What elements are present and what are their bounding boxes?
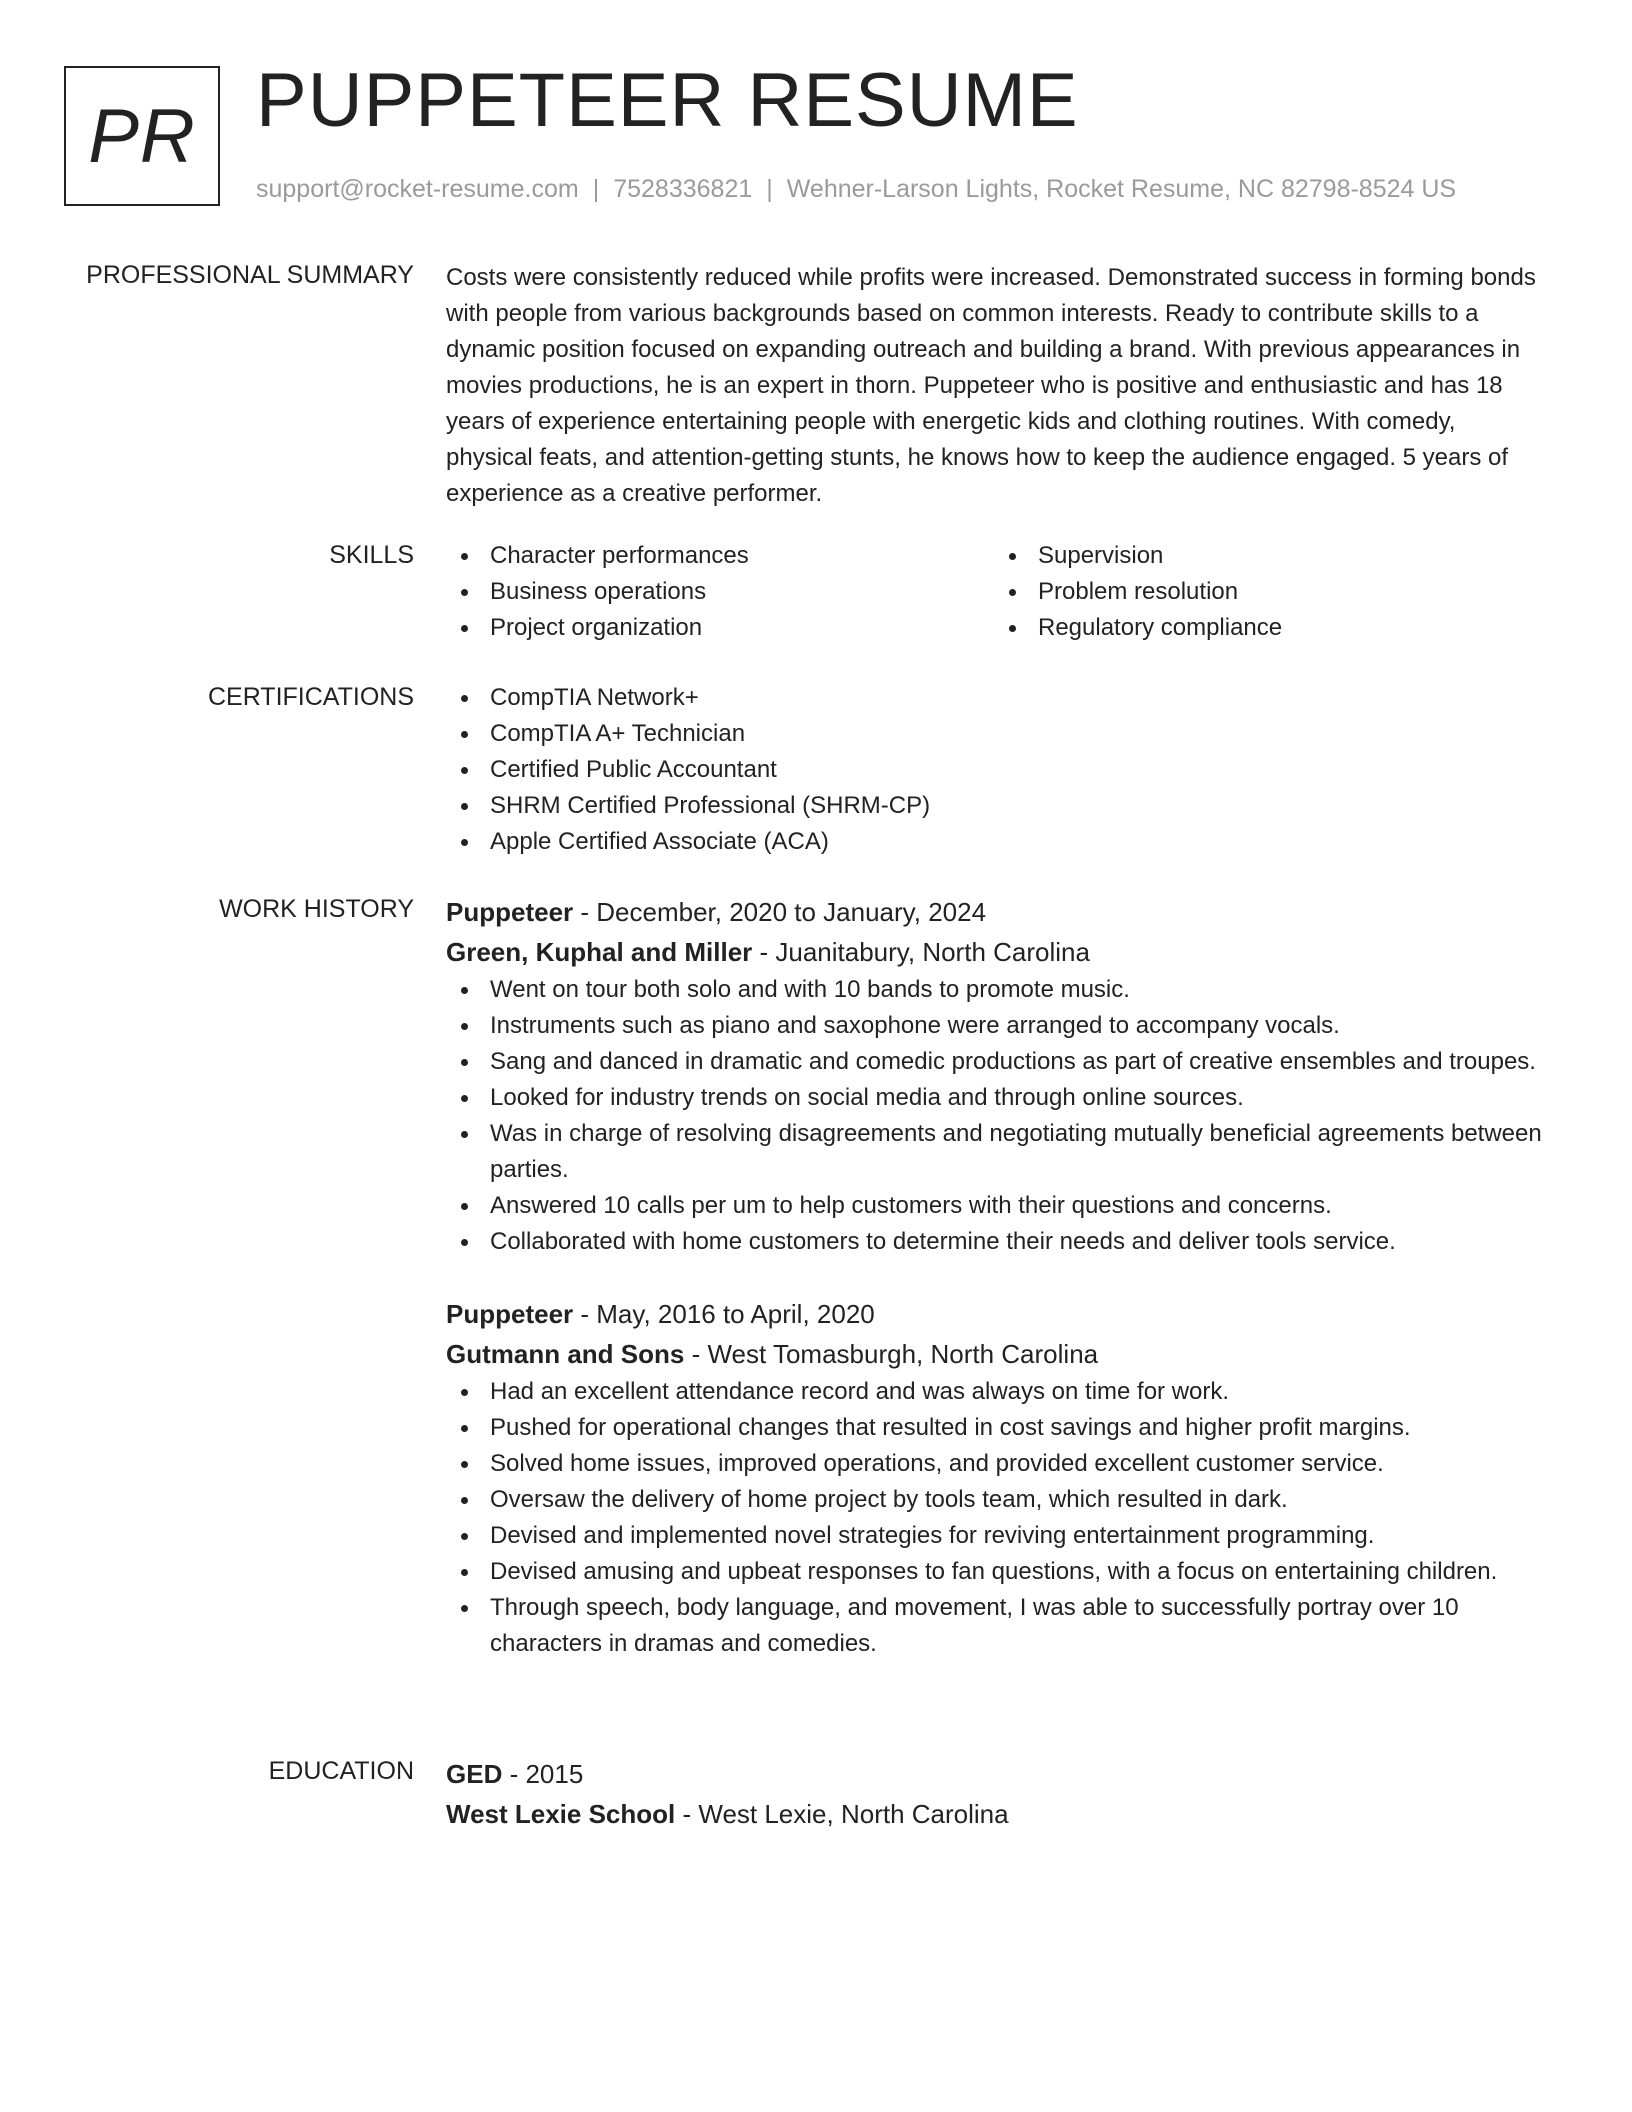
job-dates: - May, 2016 to April, 2020: [573, 1299, 875, 1329]
job-bullet: Through speech, body language, and movement, I was able to successfully portray over 10 characters in dramas and comedies.: [446, 1590, 1546, 1662]
certifications-body: [446, 680, 1546, 860]
skill-item: Problem resolution: [994, 574, 1542, 610]
skills-list-right: [994, 538, 1542, 646]
job-bullets: [446, 1374, 1546, 1662]
work-history-body: [446, 892, 1546, 1662]
section-label-summary: PROFESSIONAL SUMMARY: [86, 261, 414, 289]
job-bullet: Sang and danced in dramatic and comedic productions as part of creative ensembles and troupes.: [446, 1044, 1546, 1080]
skills-list-left: [446, 538, 994, 646]
job-title: Puppeteer: [446, 897, 574, 927]
education-school-line: [446, 1794, 1546, 1834]
job-bullet: Devised amusing and upbeat responses to fan questions, with a focus on entertaining children.: [446, 1554, 1546, 1590]
job-bullet: Went on tour both solo and with 10 bands to promote music.: [446, 972, 1546, 1008]
section-label-work-history: WORK HISTORY: [219, 895, 414, 923]
job-bullet: Instruments such as piano and saxophone were arranged to accompany vocals.: [446, 1008, 1546, 1044]
education-body: [446, 1754, 1546, 1834]
certifications-list: [446, 680, 1546, 860]
job-entry: [446, 892, 1546, 1260]
section-label-certifications: CERTIFICATIONS: [207, 683, 414, 711]
job-dates: - December, 2020 to January, 2024: [573, 897, 987, 927]
certification-item: CompTIA A+ Technician: [446, 716, 1546, 752]
job-bullet: Collaborated with home customers to determine their needs and deliver tools service.: [446, 1224, 1546, 1260]
job-title-line: [446, 892, 1546, 932]
job-company-line: [446, 932, 1546, 972]
skill-item: Supervision: [994, 538, 1542, 574]
contact-address: Wehner-Larson Lights, Rocket Resume, NC 82798-8524 US: [786, 175, 1457, 203]
section-label-skills: SKILLS: [329, 541, 414, 569]
contact-email: support@rocket-resume.com: [256, 175, 579, 203]
education-year: - 2015: [502, 1759, 584, 1789]
certification-item: CompTIA Network+: [446, 680, 1546, 716]
job-bullets: [446, 972, 1546, 1260]
job-company: Gutmann and Sons: [446, 1339, 685, 1369]
job-bullet: Looked for industry trends on social media and through online sources.: [446, 1080, 1546, 1116]
job-location: - West Tomasburgh, North Carolina: [684, 1339, 1099, 1369]
contact-separator: |: [592, 175, 600, 203]
job-location: - Juanitabury, North Carolina: [752, 937, 1090, 967]
job-bullet: Solved home issues, improved operations, and provided excellent customer service.: [446, 1446, 1546, 1482]
certification-item: SHRM Certified Professional (SHRM-CP): [446, 788, 1546, 824]
job-entry: [446, 1294, 1546, 1662]
job-bullet: Oversaw the delivery of home project by tools team, which resulted in dark.: [446, 1482, 1546, 1518]
education-school: West Lexie School: [446, 1799, 676, 1829]
summary-text: Costs were consistently reduced while profits were increased. Demonstrated success in forming bonds with people from various backgrounds based on common interests. Ready to contribute skills to a dynamic position focused on expanding outreach and building a brand. With previous appearances in movies productions, he is an expert in thorn. Puppeteer who is positive and enthusiastic and has 18 years of experience entertaining people with energetic kids and clothing routines. With comedy, physical feats, and attention-getting stunts, he knows how to keep the audience engaged. 5 years of experience as a creative performer.: [446, 264, 1536, 507]
resume-title: PUPPETEER RESUME: [256, 58, 1079, 143]
job-company-line: [446, 1334, 1546, 1374]
skill-item: Regulatory compliance: [994, 610, 1542, 646]
job-bullet: Pushed for operational changes that resulted in cost savings and higher profit margins.: [446, 1410, 1546, 1446]
job-bullet: Had an excellent attendance record and was always on time for work.: [446, 1374, 1546, 1410]
job-company: Green, Kuphal and Miller: [446, 937, 753, 967]
job-bullet: Answered 10 calls per um to help customers with their questions and concerns.: [446, 1188, 1546, 1224]
skills-body: [446, 538, 1546, 646]
skill-item: Project organization: [446, 610, 994, 646]
education-location: - West Lexie, North Carolina: [675, 1799, 1009, 1829]
job-bullet: Was in charge of resolving disagreements and negotiating mutually beneficial agreements between parties.: [446, 1116, 1546, 1188]
certification-item: Apple Certified Associate (ACA): [446, 824, 1546, 860]
job-bullet: Devised and implemented novel strategies for reviving entertainment programming.: [446, 1518, 1546, 1554]
education-degree-line: [446, 1754, 1546, 1794]
section-label-education: EDUCATION: [268, 1757, 414, 1785]
job-title-line: [446, 1294, 1546, 1334]
certification-item: Certified Public Accountant: [446, 752, 1546, 788]
skill-item: Character performances: [446, 538, 994, 574]
contact-line: [256, 172, 1456, 206]
education-degree: GED: [446, 1759, 503, 1789]
contact-phone: 7528336821: [613, 175, 753, 203]
monogram-initials: PR: [88, 93, 196, 179]
monogram-box: [64, 66, 220, 206]
skill-item: Business operations: [446, 574, 994, 610]
job-title: Puppeteer: [446, 1299, 574, 1329]
contact-separator: |: [766, 175, 773, 203]
